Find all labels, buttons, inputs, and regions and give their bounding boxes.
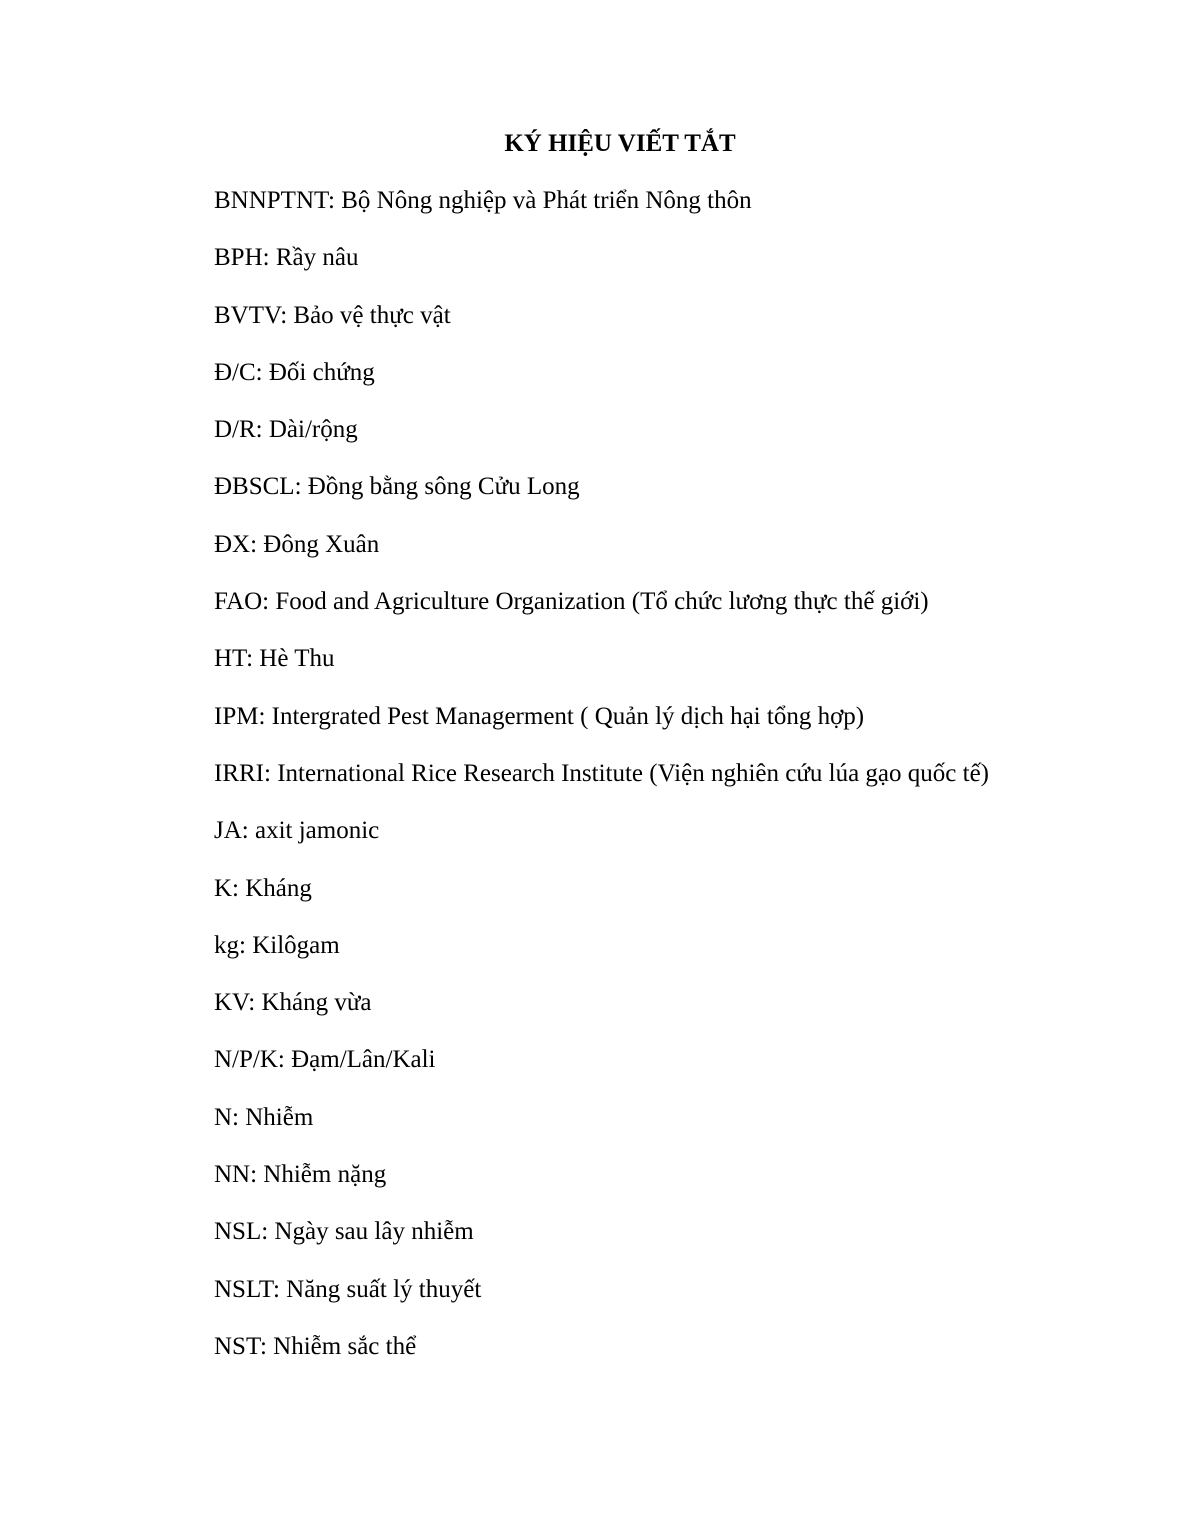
list-item: Đ/C: Đối chứng <box>214 358 375 386</box>
list-item: HT: Hè Thu <box>214 645 335 673</box>
list-item: IPM: Intergrated Pest Managerment ( Quản lý dịch hại tổng hợp) <box>214 702 865 730</box>
list-item: N: Nhiễm <box>214 1103 314 1131</box>
abbreviation-list <box>214 183 989 1386</box>
list-item: FAO: Food and Agriculture Organization (Tổ chức lương thực thế giới) <box>214 588 929 616</box>
list-item: NST: Nhiễm sắc thể <box>214 1332 417 1360</box>
list-item: BVTV: Bảo vệ thực vật <box>214 301 451 329</box>
list-item: IRRI: International Rice Research Institute (Viện nghiên cứu lúa gạo quốc tế) <box>214 759 989 787</box>
list-item: kg: Kilôgam <box>214 931 340 959</box>
list-item: D/R: Dài/rộng <box>214 416 358 444</box>
list-item: NSLT: Năng suất lý thuyết <box>214 1275 482 1303</box>
list-item: NN: Nhiễm nặng <box>214 1161 387 1189</box>
list-item: ĐX: Đông Xuân <box>214 530 380 558</box>
list-item: ĐBSCL: Đồng bằng sông Cửu Long <box>214 473 580 501</box>
list-item: NSL: Ngày sau lây nhiễm <box>214 1218 474 1246</box>
list-item: KV: Kháng vừa <box>214 989 372 1017</box>
list-item: K: Kháng <box>214 874 312 902</box>
list-item: BPH: Rầy nâu <box>214 244 359 272</box>
page-title: KÝ HIỆU VIẾT TẮT <box>504 130 736 157</box>
list-item: BNNPTNT: Bộ Nông nghiệp và Phát triển Nông thôn <box>214 187 752 214</box>
list-item: JA: axit jamonic <box>214 817 380 845</box>
list-item: N/P/K: Đạm/Lân/Kali <box>214 1046 436 1074</box>
